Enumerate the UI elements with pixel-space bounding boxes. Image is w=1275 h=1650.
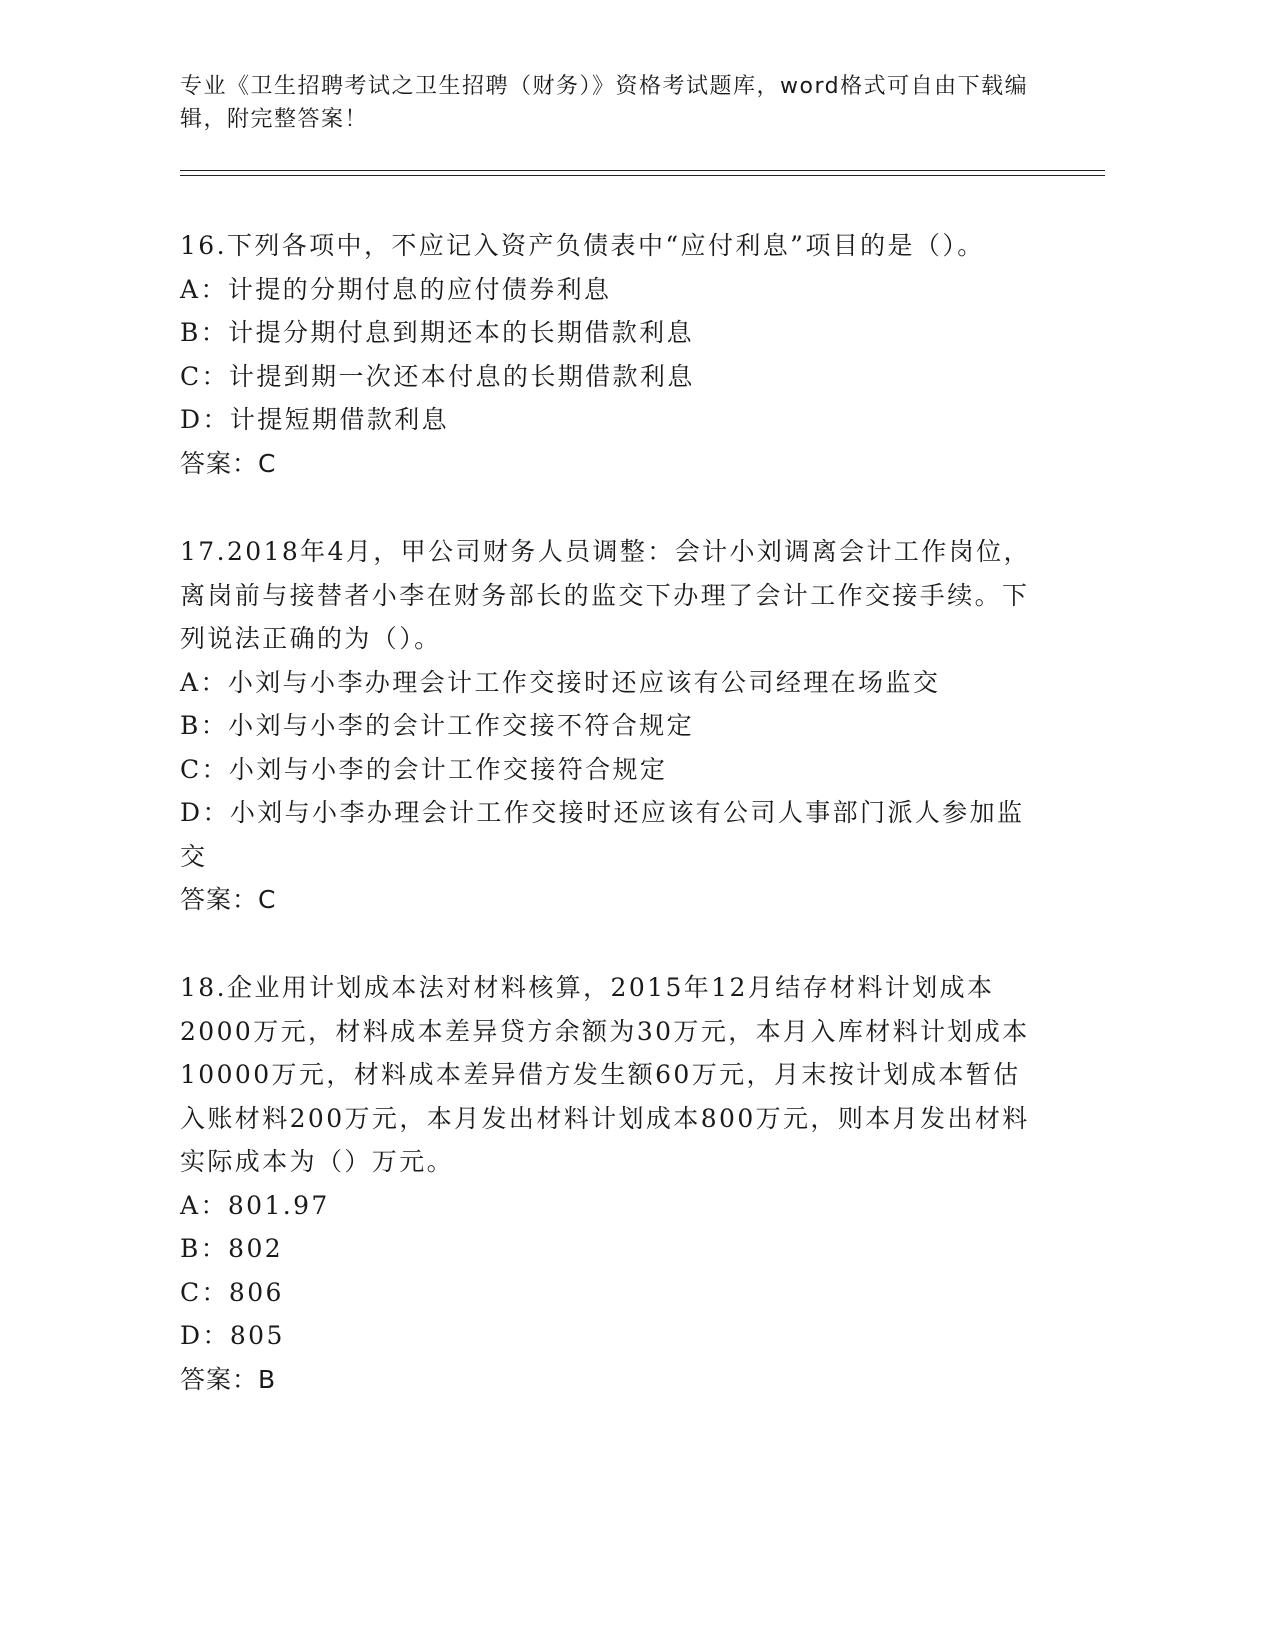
question-18 <box>180 966 1040 1401</box>
question-17 <box>180 530 1040 922</box>
option-c: C：806 <box>180 1277 284 1307</box>
option-d: D：计提短期借款利息 <box>180 405 450 434</box>
header-rule-top <box>180 170 1105 171</box>
document-header: 专业《卫生招聘考试之卫生招聘（财务）》资格考试题库，word格式可自由下载编辑，附完整答案！ <box>180 74 1029 132</box>
option-a: A：计提的分期付息的应付债券利息 <box>180 274 612 304</box>
question-stem: 17.2018年4月，甲公司财务人员调整：会计小刘调离会计工作岗位，离岗前与接替者小李在财务部长的监交下办理了会计工作交接手续。下列说法正确的为（）。 <box>180 537 1031 653</box>
option-b: B：802 <box>180 1234 284 1263</box>
option-b: B：计提分期付息到期还本的长期借款利息 <box>180 318 694 347</box>
question-stem: 16.下列各项中，不应记入资产负债表中“应付利息”项目的是（）。 <box>180 231 985 260</box>
answer: 答案：C <box>180 885 277 914</box>
answer: 答案：C <box>180 448 277 478</box>
option-a: A：小刘与小李办理会计工作交接时还应该有公司经理在场监交 <box>180 667 941 697</box>
answer: 答案：B <box>180 1364 277 1394</box>
question-16 <box>180 224 1040 485</box>
option-b: B：小刘与小李的会计工作交接不符合规定 <box>180 711 694 740</box>
option-d: D：小刘与小李办理会计工作交接时还应该有公司人事部门派人参加监交 <box>180 798 1025 871</box>
option-c: C：小刘与小李的会计工作交接符合规定 <box>180 754 668 784</box>
question-stem: 18.企业用计划成本法对材料核算，2015年12月结存材料计划成本2000万元，材料成本差异贷方余额为30万元，本月入库材料计划成本10000万元，材料成本差异借方发生额60万元，月末按计划成本暂估入账材料200万元，本月发出材料计划成本800万元，则本月发出材料实际成本为（）万元。 <box>180 973 1030 1176</box>
option-d: D：805 <box>180 1321 285 1350</box>
option-c: C：计提到期一次还本付息的长期借款利息 <box>180 361 695 391</box>
header-rule-bottom <box>180 175 1105 176</box>
option-a: A：801.97 <box>180 1190 330 1220</box>
